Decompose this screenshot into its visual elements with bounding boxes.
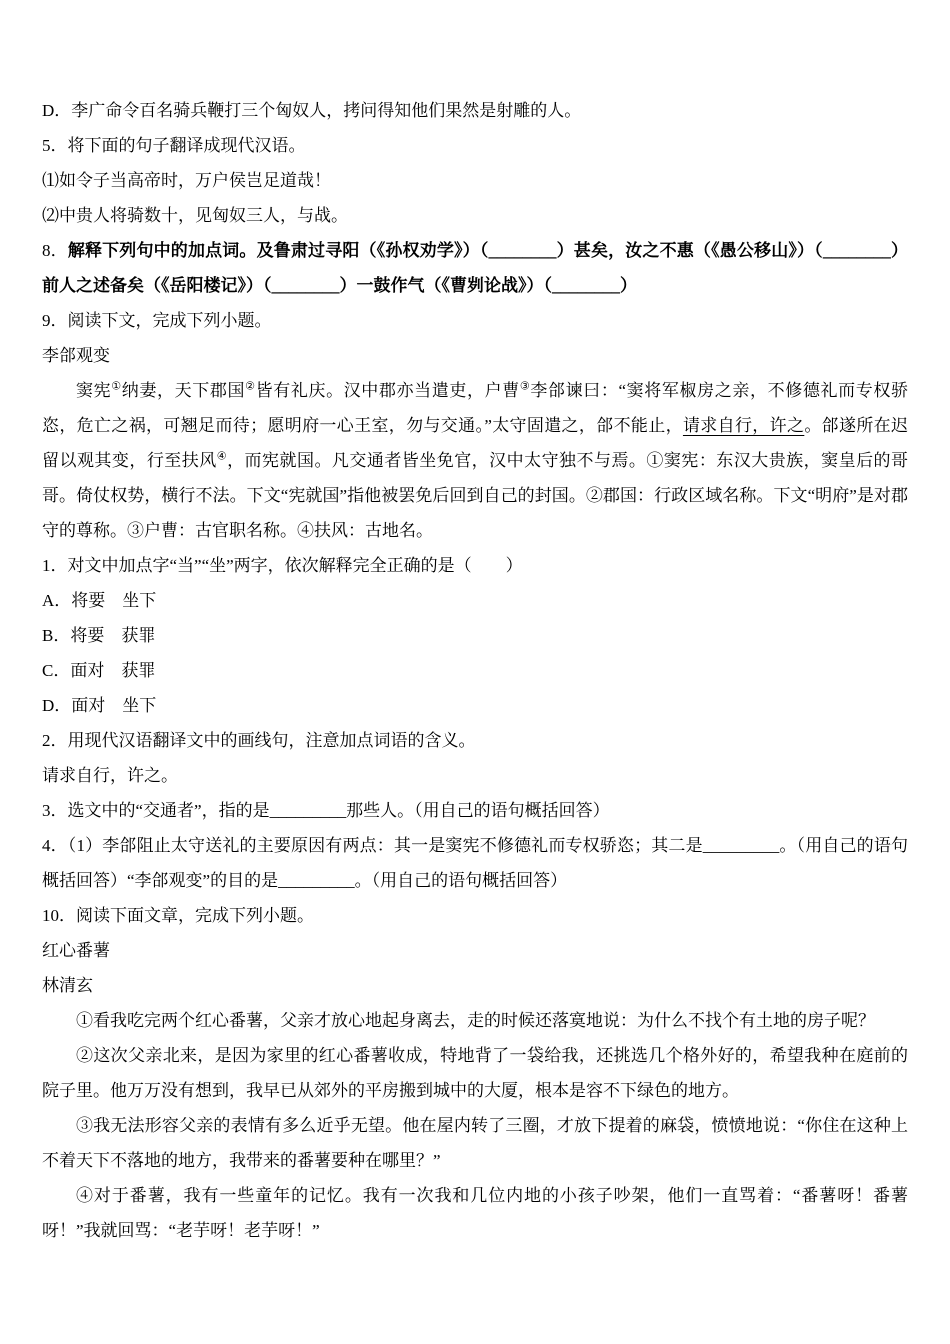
passage-body <box>42 373 908 548</box>
question-5: 5．将下面的句子翻译成现代汉语。 <box>42 136 306 155</box>
question-8-text: 解释下列句中的加点词。及鲁肃过寻阳（《孙权劝学》）（________）甚矣，汝之不惠（《愚公移山》）（________）前人之述备矣（《岳阳楼记》）（________）一鼓作气（《曹刿论战》）（________） <box>42 241 909 295</box>
note-marker-1: ① <box>111 380 122 393</box>
note-marker-3: ③ <box>519 380 531 393</box>
sub-question-1-option-b: B．将要 获罪 <box>42 626 156 645</box>
sub-question-1-option-c: C．面对 获罪 <box>42 661 156 680</box>
question-8 <box>42 233 908 303</box>
article-paragraph-4: ④对于番薯，我有一些童年的记忆。我有一次我和几位内地的小孩子吵架，他们一直骂着：“番薯呀！番薯呀！”我就回骂：“老芋呀！老芋呀！” <box>42 1186 908 1240</box>
sub-question-3: 3．选文中的“交通者”，指的是_________那些人。（用自己的语句概括回答） <box>42 801 610 820</box>
article-title: 红心番薯 <box>42 941 110 960</box>
article-paragraph-3: ③我无法形容父亲的表情有多么近乎无望。他在屋内转了三圈，才放下提着的麻袋，愤愤地说：“你住在这种上不着天下不落地的地方，我带来的番薯要种在哪里？” <box>42 1116 908 1170</box>
sub-question-2: 2．用现代汉语翻译文中的画线句，注意加点词语的含义。 <box>42 731 476 750</box>
passage-text: 皆有礼庆。汉中郡亦当遣吏，户曹 <box>255 381 520 400</box>
question-5-sentence-1: ⑴如令子当高帝时，万户侯岂足道哉！ <box>42 171 331 190</box>
passage-text: 李郃谏曰：“窦将军椒房之亲，不修德礼而专权骄恣，危亡之祸，可翘足而待；愿明府一心王室，勿与交通。”太守固遣之，郃不能止， <box>42 381 908 435</box>
question-10: 10．阅读下面文章，完成下列小题。 <box>42 906 314 925</box>
article-paragraph-2: ②这次父亲北来，是因为家里的红心番薯收成，特地背了一袋给我，还挑选几个格外好的，希望我种在庭前的院子里。他万万没有想到，我早已从郊外的平房搬到城中的大厦，根本是容不下绿色的地方。 <box>42 1046 908 1100</box>
question-5-sentence-2: ⑵中贵人将骑数十，见匈奴三人，与战。 <box>42 206 348 225</box>
passage-text: 。郃遂所在迟留以观其变，行至扶风 <box>42 416 909 470</box>
article-paragraph-1: ①看我吃完两个红心番薯，父亲才放心地起身离去，走的时候还落寞地说：为什么不找个有土地的房子呢？ <box>76 1011 875 1030</box>
note-marker-2: ② <box>245 380 256 393</box>
passage-text: 纳妻，天下郡国 <box>121 381 246 400</box>
note-marker-4: ④ <box>216 450 228 463</box>
article-author: 林清玄 <box>42 976 93 995</box>
passage-title: 李郃观变 <box>42 346 110 365</box>
sub-question-1-option-a: A．将要 坐下 <box>42 591 157 610</box>
sub-question-4: 4．（1）李郃阻止太守送礼的主要原因有两点：其一是窦宪不修德礼而专权骄恣；其二是_________。（用自己的语句概括回答）“李郃观变”的目的是_________。（用自己的语句概括回答） <box>42 836 908 890</box>
passage-text: 窦宪 <box>76 381 112 400</box>
sub-question-1: 1．对文中加点字“当”“坐”两字，依次解释完全正确的是（ ） <box>42 556 523 575</box>
sub-question-1-option-d: D．面对 坐下 <box>42 696 157 715</box>
question-9: 9．阅读下文，完成下列小题。 <box>42 311 272 330</box>
underlined-clause: 请求自行，许之 <box>682 416 805 435</box>
choice-option-d: D．李广命令百名骑兵鞭打三个匈奴人，拷问得知他们果然是射雕的人。 <box>42 101 582 120</box>
question-8-number: 8． <box>42 241 68 260</box>
sub-question-2-target-sentence: 请求自行，许之。 <box>42 766 178 785</box>
passage-notes: ，而宪就国。凡交通者皆坐免官，汉中太守独不与焉。①窦宪：东汉大贵族，窦皇后的哥哥。倚仗权势，横行不法。下文“宪就国”指他被罢免后回到自己的封国。②郡国：行政区域名称。下文“明府”是对郡守的尊称。③户曹：古官职名称。④扶风：古地名。 <box>42 451 909 540</box>
